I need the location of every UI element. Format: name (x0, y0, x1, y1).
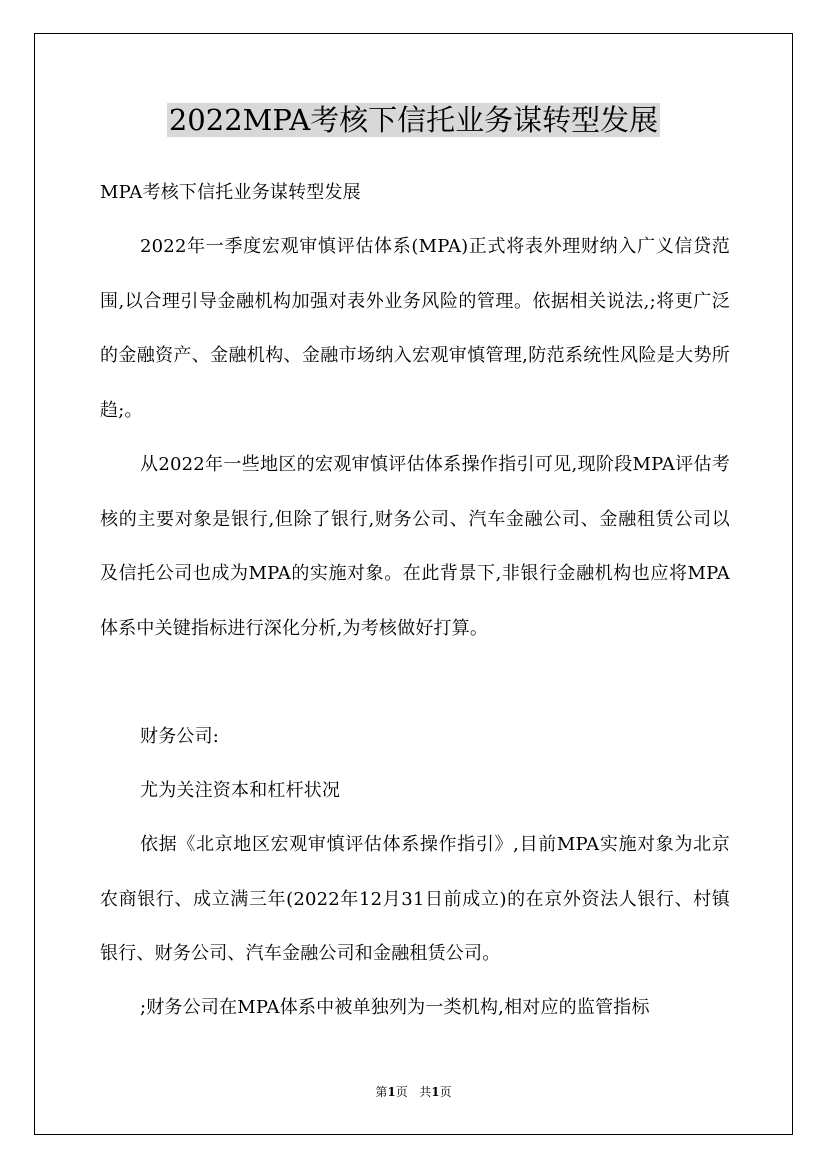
paragraph-indicators: ;财务公司在MPA体系中被单独列为一类机构,相对应的监管指标 (140, 997, 650, 1018)
footer-page-suffix: 页 (439, 1085, 452, 1099)
footer-page-mid: 页 共 (395, 1085, 432, 1099)
footer-page-prefix: 第 (375, 1085, 388, 1099)
paragraph-beijing-guideline: 依据《北京地区宏观审慎评估体系操作指引》,目前MPA实施对象为北京农商银行、成立满三年(2022年12月31日前成立)的在京外资法人银行、村镇银行、财务公司、汽车金融公司和金融租赁公司。 (100, 834, 730, 964)
paragraph-focus: 尤为关注资本和杠杆状况 (140, 780, 341, 801)
footer-page-current: 1 (387, 1085, 396, 1099)
page-footer (0, 1083, 827, 1101)
document-title-text: 2022MPA考核下信托业务谋转型发展 (168, 103, 659, 137)
document-title (0, 98, 827, 142)
paragraph-finance-company-heading: 财务公司: (140, 726, 220, 747)
paragraph-subtitle: MPA考核下信托业务谋转型发展 (100, 182, 361, 203)
footer-page-total: 1 (431, 1085, 440, 1099)
paragraph-background: 从2022年一些地区的宏观审慎评估体系操作指引可见,现阶段MPA评估考核的主要对象是银行,但除了银行,财务公司、汽车金融公司、金融租赁公司以及信托公司也成为MPA的实施对象。在此背景下,非银行金融机构也应将MPA体系中关键指标进行深化分析,为考核做好打算。 (100, 454, 730, 639)
paragraph-intro: 2022年一季度宏观审慎评估体系(MPA)正式将表外理财纳入广义信贷范围,以合理引导金融机构加强对表外业务风险的管理。依据相关说法,;将更广泛的金融资产、金融机构、金融市场纳入宏观审慎管理,防范系统性风险是大势所趋;。 (100, 236, 730, 421)
